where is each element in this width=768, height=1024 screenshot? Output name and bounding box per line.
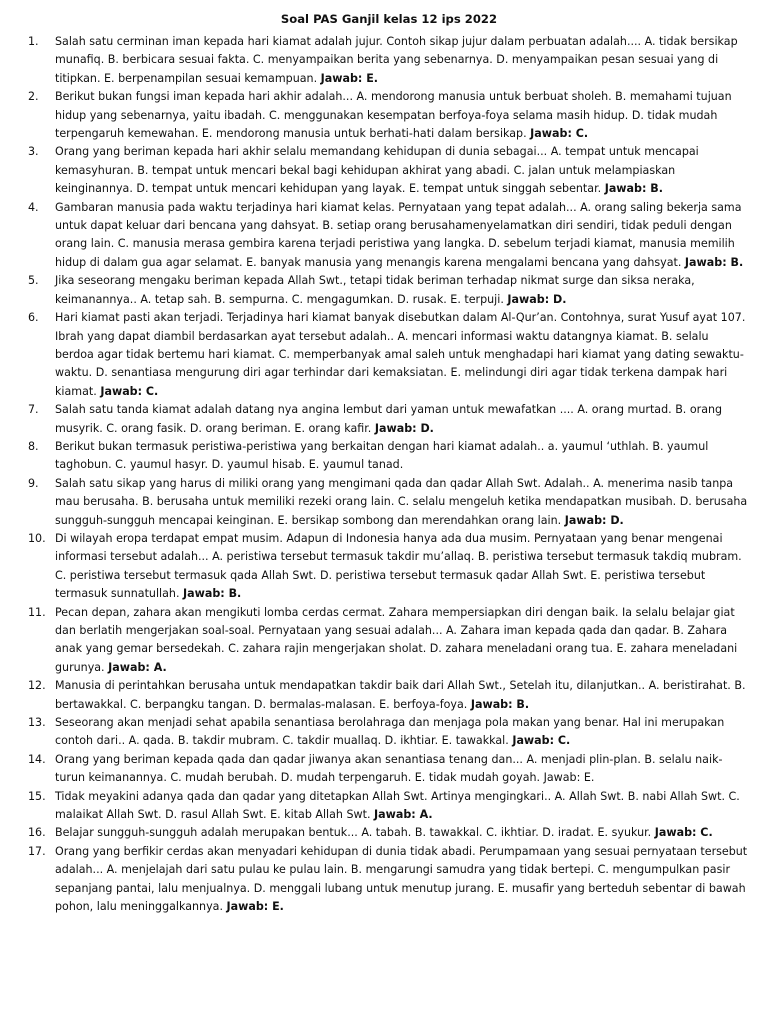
question-body xyxy=(55,272,748,309)
question-body xyxy=(55,824,748,842)
document-title: Soal PAS Ganjil kelas 12 ips 2022 xyxy=(280,12,498,26)
answer-key: Jawab: C. xyxy=(512,734,571,748)
question-number: 2. xyxy=(28,90,39,104)
answer-key: Jawab: C. xyxy=(100,384,159,398)
question-text: Orang yang beriman kepada qada dan qadar jiwanya akan senantiasa tenang dan... A. menjadi plin-plan. B. selalu naik-turun keimanannya. C. mudah berubah. D. mudah terpengaruh. E. tidak mudah goyah. xyxy=(55,752,723,785)
question-item xyxy=(28,824,750,842)
question-number: 13. xyxy=(28,716,46,730)
answer-key: Jawab: E. xyxy=(543,771,595,785)
question-text: Orang yang beriman kepada hari akhir selalu memandang kehidupan di dunia sebagai... A. tempat untuk mencapai kemasyhuran. B. tempat untuk mencari bekal bagi kehidupan akhirat yang abadi. C. jalan untuk melampiaskan keinginannya. D. tempat untuk mencari kehidupan yang layak. E. tempat untuk singgah sebentar. xyxy=(55,145,699,196)
question-text: Manusia di perintahkan berusaha untuk mendapatkan takdir baik dari Allah Swt., Setelah itu, dilanjutkan.. A. beristirahat. B. bertawakkal. C. berpangku tangan. D. bermalas-malasan. E. berfoya-foya. xyxy=(55,679,746,711)
question-body xyxy=(55,33,748,88)
question-number: 12. xyxy=(28,679,46,693)
question-number: 17. xyxy=(28,844,46,858)
question-number: 1. xyxy=(28,35,39,48)
answer-key: Jawab: A. xyxy=(108,660,167,674)
question-number: 7. xyxy=(28,403,39,417)
question-text: Berikut bukan fungsi iman kepada hari akhir adalah... A. mendorong manusia untuk berbuat sholeh. B. memahami tujuan hidup yang sebenarnya, yaitu ibadah. C. menggunakan kesempatan berfoya-foya selama masih hidup. D. tidak mudah terpengaruh kemewahan. E. mendorong manusia untuk berhati-hati dalam bersikap. xyxy=(55,90,732,141)
question-text: Salah satu sikap yang harus di miliki orang yang mengimani qada dan qadar Allah Swt. Adalah.. A. menerima nasib tanpa mau berusaha. B. berusaha untuk memiliki rezeki orang lain. C. selalu mengeluh ketika mendapatkan musibah. D. berusaha sungguh-sungguh mencapai keinginan. E. bersikap sombong dan merendahkan orang lain. xyxy=(55,476,748,527)
answer-key: Jawab: E. xyxy=(320,71,379,85)
question-body xyxy=(55,143,748,198)
question-number: 6. xyxy=(28,311,39,325)
question-body xyxy=(55,475,748,530)
question-text: Di wilayah eropa terdapat empat musim. Adapun di Indonesia hanya ada dua musim. Pernyataan yang benar mengenai informasi tersebut adalah... A. peristiwa tersebut termasuk takdir mu’allaq. B. peristiwa tersebut termasuk takdiq mubram. C. peristiwa tersebut termasuk qada Allah Swt. D. peristiwa tersebut termasuk qadar Allah Swt. E. peristiwa tersebut termasuk sunnatullah. xyxy=(55,531,742,601)
question-item xyxy=(28,714,750,751)
question-body xyxy=(55,199,748,273)
question-text: Tidak meyakini adanya qada dan qadar yang ditetapkan Allah Swt. Artinya mengingkari.. A. Allah Swt. B. nabi Allah Swt. C. malaikat Allah Swt. D. rasul Allah Swt. E. kitab Allah Swt. xyxy=(55,789,740,822)
question-number: 3. xyxy=(28,145,39,159)
question-text: Gambaran manusia pada waktu terjadinya hari kiamat kelas. Pernyataan yang tepat adalah... A. orang saling bekerja sama untuk dapat keluar dari bencana yang dahsyat. B. setiap orang berusahamenyelamatkan diri sendiri, tidak peduli dengan orang lain. C. manusia merasa gembira karena terjadi peristiwa yang langka. D. sebelum terjadi kiamat, manusia memilih hidup di dalam gua agar selamat. E. banyak manusia yang menangis karena mengalami bencana yang dahsyat. xyxy=(55,200,742,269)
question-number: 11. xyxy=(28,605,46,619)
question-item xyxy=(28,88,750,143)
question-body xyxy=(55,751,748,788)
question-body xyxy=(55,401,748,438)
question-body xyxy=(55,309,748,401)
question-item xyxy=(28,843,750,917)
question-number: 10. xyxy=(28,531,46,545)
question-text: Salah satu tanda kiamat adalah datang nya angina lembut dari yaman untuk mewafatkan .... A. orang murtad. B. orang musyrik. C. orang fasik. D. orang beriman. E. orang kafir. xyxy=(55,403,723,435)
question-item xyxy=(28,788,750,825)
question-text: Pecan depan, zahara akan mengikuti lomba cerdas cermat. Zahara mempersiapkan diri dengan baik. Ia selalu belajar giat dan berlatih mengerjakan soal-soal. Pernyataan yang sesuai adalah... A. Zahara iman kepada qada dan qadar. B. Zahara anak yang gemar bersedekah. C. zahara rajin mengerjakan sholat. D. zahara meneladani orang tua. E. zahara meneladani gurunya. xyxy=(55,605,738,674)
question-item xyxy=(28,401,750,438)
question-body xyxy=(55,788,748,825)
question-text: Seseorang akan menjadi sehat apabila senantiasa berolahraga dan menjaga pola makan yang benar. Hal ini merupakan contoh dari.. A. qada. B. takdir mubram. C. takdir muallaq. D. ikhtiar. E. tawakkal. xyxy=(55,716,725,748)
question-text: Jika seseorang mengaku beriman kepada Allah Swt., tetapi tidak beriman terhadap nikmat surge dan siksa neraka, keimanannya.. A. tetap sah. B. sempurna. C. mengagumkan. D. rusak. E. terpuji. xyxy=(55,274,695,306)
question-text: Orang yang berfikir cerdas akan menyadari kehidupan di dunia tidak abadi. Perumpamaan yang sesuai pernyataan tersebut adalah... A. menjelajah dari satu pulau ke pulau lain. B. mengarungi samudra yang tidak bertepi. C. mengumpulkan pasir sepanjang pantai, lalu menjualnya. D. menggali lubang untuk menutup jurang. E. musafir yang berteduh sebentar di bawah pohon, lalu meninggalkannya. xyxy=(55,844,748,914)
question-item xyxy=(28,475,750,530)
question-text: Belajar sungguh-sungguh adalah merupakan bentuk... A. tabah. B. tawakkal. C. ikhtiar. D. iradat. E. syukur. xyxy=(55,826,652,840)
question-text: Berikut bukan termasuk peristiwa-peristiwa yang berkaitan dengan hari kiamat adalah.. a. yaumul ‘uthlah. B. yaumul taghobun. C. yaumul hasyr. D. yaumul hisab. E. yaumul tanad. xyxy=(55,439,709,472)
question-body xyxy=(55,714,748,751)
question-number: 15. xyxy=(28,789,46,803)
question-item xyxy=(28,677,750,714)
answer-key: Jawab: B. xyxy=(604,182,663,196)
answer-key: Jawab: C. xyxy=(530,127,589,141)
answer-key: Jawab: D. xyxy=(374,421,434,435)
question-body xyxy=(55,88,748,143)
question-number: 4. xyxy=(28,200,39,214)
question-item xyxy=(28,438,750,475)
answer-key: Jawab: D. xyxy=(507,292,567,306)
question-item xyxy=(28,199,750,273)
question-item xyxy=(28,309,750,401)
question-text: Hari kiamat pasti akan terjadi. Terjadinya hari kiamat banyak disebutkan dalam Al-Qur’an. Contohnya, surat Yusuf ayat 107. Ibrah yang dapat diambil berdasarkan ayat tersebut adalah.. A. mencari informasi waktu datangnya kiamat. B. selalu berdoa agar tidak bertemu hari kiamat. C. memperbanyak amal saleh untuk menghadapi hari kiamat yang dating sewaktu-waktu. D. senantiasa mengurung diri agar terhindar dari kemaksiatan. E. melindungi diri agar tidak terkena dampak hari kiamat. xyxy=(55,311,746,398)
question-item xyxy=(28,751,750,788)
question-number: 16. xyxy=(28,826,46,840)
question-text: Salah satu cerminan iman kepada hari kiamat adalah jujur. Contoh sikap jujur dalam perbuatan adalah.... A. tidak bersikap munafiq. B. berbicara sesuai fakta. C. menyampaikan berita yang sebenarnya. D. menyampaikan pesan sesuai yang di titipkan. E. berpenampilan sesuai kemampuan. xyxy=(55,35,738,85)
question-item xyxy=(28,604,750,678)
answer-key: Jawab: B. xyxy=(684,255,744,269)
answer-key: Jawab: B. xyxy=(470,697,530,711)
answer-key: Jawab: C. xyxy=(654,826,713,840)
question-body xyxy=(55,604,748,678)
question-number: 9. xyxy=(28,476,39,490)
question-item xyxy=(28,143,750,198)
question-item xyxy=(28,530,750,604)
question-item xyxy=(28,272,750,309)
question-body xyxy=(55,677,748,714)
answer-key: Jawab: D. xyxy=(564,513,624,527)
question-list xyxy=(28,33,750,917)
question-body xyxy=(55,843,748,917)
question-body xyxy=(55,438,748,475)
question-item xyxy=(28,33,750,88)
question-number: 5. xyxy=(28,274,39,288)
answer-key: Jawab: E. xyxy=(226,900,284,914)
question-number: 14. xyxy=(28,752,46,766)
question-body xyxy=(55,530,748,604)
answer-key: Jawab: B. xyxy=(183,587,242,601)
answer-key: Jawab: A. xyxy=(374,808,433,822)
question-number: 8. xyxy=(28,439,39,453)
